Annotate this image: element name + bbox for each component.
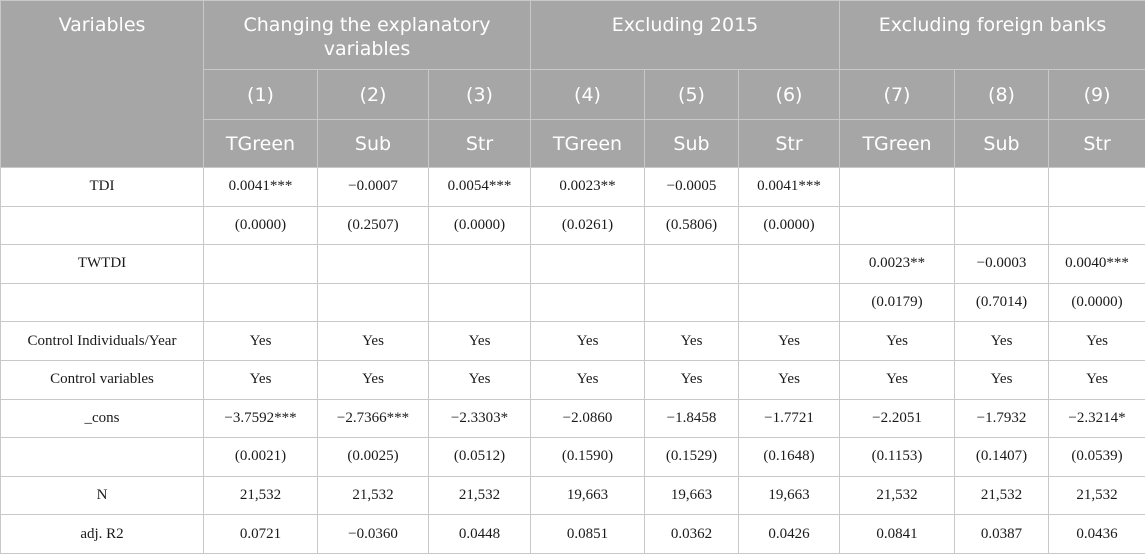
table-cell: 0.0721 — [204, 515, 318, 554]
table-row — [1, 476, 1145, 515]
col-name: Sub — [645, 120, 739, 168]
table-cell: 21,532 — [318, 476, 429, 515]
col-number: (9) — [1049, 70, 1145, 120]
table-row — [1, 399, 1145, 438]
table-cell: (0.0025) — [318, 438, 429, 477]
table-cell — [204, 245, 318, 284]
row-label: Control variables — [1, 360, 204, 399]
col-number: (2) — [318, 70, 429, 120]
table-cell: 0.0040*** — [1049, 245, 1145, 284]
table-row — [1, 360, 1145, 399]
table-cell: Yes — [739, 322, 840, 361]
table-cell — [840, 168, 955, 207]
group-header-excluding-foreign-banks: Excluding foreign banks — [840, 1, 1145, 70]
table-cell: −2.3303* — [429, 399, 531, 438]
table-cell: Yes — [1049, 360, 1145, 399]
col-name: Sub — [955, 120, 1049, 168]
table-cell: 0.0023** — [531, 168, 645, 207]
table-cell — [955, 206, 1049, 245]
table-cell: Yes — [645, 360, 739, 399]
table-cell: 0.0023** — [840, 245, 955, 284]
table-cell: −0.0003 — [955, 245, 1049, 284]
table-cell: Yes — [840, 322, 955, 361]
group-header-excluding-2015: Excluding 2015 — [531, 1, 840, 70]
col-name: Sub — [318, 120, 429, 168]
table-cell — [955, 168, 1049, 207]
table-cell — [645, 245, 739, 284]
table-cell — [318, 245, 429, 284]
table-cell: 21,532 — [840, 476, 955, 515]
col-number: (1) — [204, 70, 318, 120]
table-cell: (0.1648) — [739, 438, 840, 477]
table-cell: 0.0448 — [429, 515, 531, 554]
table-cell — [429, 283, 531, 322]
table-row — [1, 168, 1145, 207]
col-number: (6) — [739, 70, 840, 120]
col-name: TGreen — [531, 120, 645, 168]
col-number: (7) — [840, 70, 955, 120]
row-label: Control Individuals/Year — [1, 322, 204, 361]
col-number: (4) — [531, 70, 645, 120]
table-cell: −1.8458 — [645, 399, 739, 438]
table-cell: Yes — [204, 360, 318, 399]
table-cell: (0.0000) — [429, 206, 531, 245]
table-cell: −3.7592*** — [204, 399, 318, 438]
table-cell — [531, 245, 645, 284]
table-cell: −2.3214* — [1049, 399, 1145, 438]
table-cell: (0.0021) — [204, 438, 318, 477]
table-cell: −0.0005 — [645, 168, 739, 207]
col-name: Str — [1049, 120, 1145, 168]
table-cell — [531, 283, 645, 322]
table-cell: 21,532 — [204, 476, 318, 515]
table-cell: 0.0841 — [840, 515, 955, 554]
table-cell: (0.1153) — [840, 438, 955, 477]
table-cell: 0.0436 — [1049, 515, 1145, 554]
row-label: TWTDI — [1, 245, 204, 284]
row-label: N — [1, 476, 204, 515]
table-cell: (0.1529) — [645, 438, 739, 477]
table-cell: Yes — [1049, 322, 1145, 361]
table-cell — [645, 283, 739, 322]
table-cell: 21,532 — [955, 476, 1049, 515]
table-cell: (0.0539) — [1049, 438, 1145, 477]
table-cell — [840, 206, 955, 245]
table-cell: (0.0261) — [531, 206, 645, 245]
table-cell: 0.0054*** — [429, 168, 531, 207]
table-body — [1, 168, 1145, 554]
table-row — [1, 438, 1145, 477]
table-cell: 0.0362 — [645, 515, 739, 554]
table-cell: (0.1590) — [531, 438, 645, 477]
col-name: Str — [739, 120, 840, 168]
col-number: (3) — [429, 70, 531, 120]
table-cell — [739, 283, 840, 322]
table-cell: (0.0000) — [739, 206, 840, 245]
row-label: _cons — [1, 399, 204, 438]
table-cell: 0.0387 — [955, 515, 1049, 554]
table-cell: (0.0179) — [840, 283, 955, 322]
table-cell: 21,532 — [429, 476, 531, 515]
table-cell: Yes — [955, 360, 1049, 399]
row-label: TDI — [1, 168, 204, 207]
table-cell — [739, 245, 840, 284]
table-cell: (0.0512) — [429, 438, 531, 477]
table-cell: (0.2507) — [318, 206, 429, 245]
table-cell: 0.0041*** — [739, 168, 840, 207]
table-cell — [1049, 206, 1145, 245]
table-row — [1, 515, 1145, 554]
group-header-changing-explanatory: Changing the explanatory variables — [204, 1, 531, 70]
table-cell: −0.0360 — [318, 515, 429, 554]
row-label: adj. R2 — [1, 515, 204, 554]
table-cell: Yes — [531, 322, 645, 361]
table-cell: 21,532 — [1049, 476, 1145, 515]
table-cell: 19,663 — [739, 476, 840, 515]
table-cell: −2.2051 — [840, 399, 955, 438]
row-label — [1, 206, 204, 245]
table-row — [1, 283, 1145, 322]
table-cell — [204, 283, 318, 322]
table-cell: Yes — [531, 360, 645, 399]
table-header — [1, 1, 1145, 168]
table-cell: 0.0851 — [531, 515, 645, 554]
table-cell: 0.0041*** — [204, 168, 318, 207]
table-cell: 0.0426 — [739, 515, 840, 554]
table-cell: Yes — [429, 322, 531, 361]
table-cell — [318, 283, 429, 322]
table-cell: −1.7932 — [955, 399, 1049, 438]
col-name: TGreen — [204, 120, 318, 168]
col-number: (5) — [645, 70, 739, 120]
header-group-row — [1, 1, 1145, 70]
table-row — [1, 322, 1145, 361]
table-row — [1, 245, 1145, 284]
table-cell: (0.5806) — [645, 206, 739, 245]
table-cell: Yes — [739, 360, 840, 399]
col-number: (8) — [955, 70, 1049, 120]
row-label — [1, 283, 204, 322]
table-cell: (0.0000) — [204, 206, 318, 245]
col-name: Str — [429, 120, 531, 168]
table-cell — [1049, 168, 1145, 207]
table-cell: Yes — [318, 360, 429, 399]
table-cell — [429, 245, 531, 284]
row-label — [1, 438, 204, 477]
table-cell: −2.0860 — [531, 399, 645, 438]
table-cell: Yes — [429, 360, 531, 399]
col-name: TGreen — [840, 120, 955, 168]
table-cell: 19,663 — [531, 476, 645, 515]
table-row — [1, 206, 1145, 245]
table-cell: (0.0000) — [1049, 283, 1145, 322]
table-cell: Yes — [318, 322, 429, 361]
table-cell: −2.7366*** — [318, 399, 429, 438]
table-cell: 19,663 — [645, 476, 739, 515]
table-cell: Yes — [645, 322, 739, 361]
table-cell: Yes — [204, 322, 318, 361]
table-cell: Yes — [955, 322, 1049, 361]
table-cell: (0.7014) — [955, 283, 1049, 322]
variables-header: Variables — [1, 1, 204, 168]
table-cell: (0.1407) — [955, 438, 1049, 477]
table-cell: −0.0007 — [318, 168, 429, 207]
table-cell: −1.7721 — [739, 399, 840, 438]
table-cell: Yes — [840, 360, 955, 399]
